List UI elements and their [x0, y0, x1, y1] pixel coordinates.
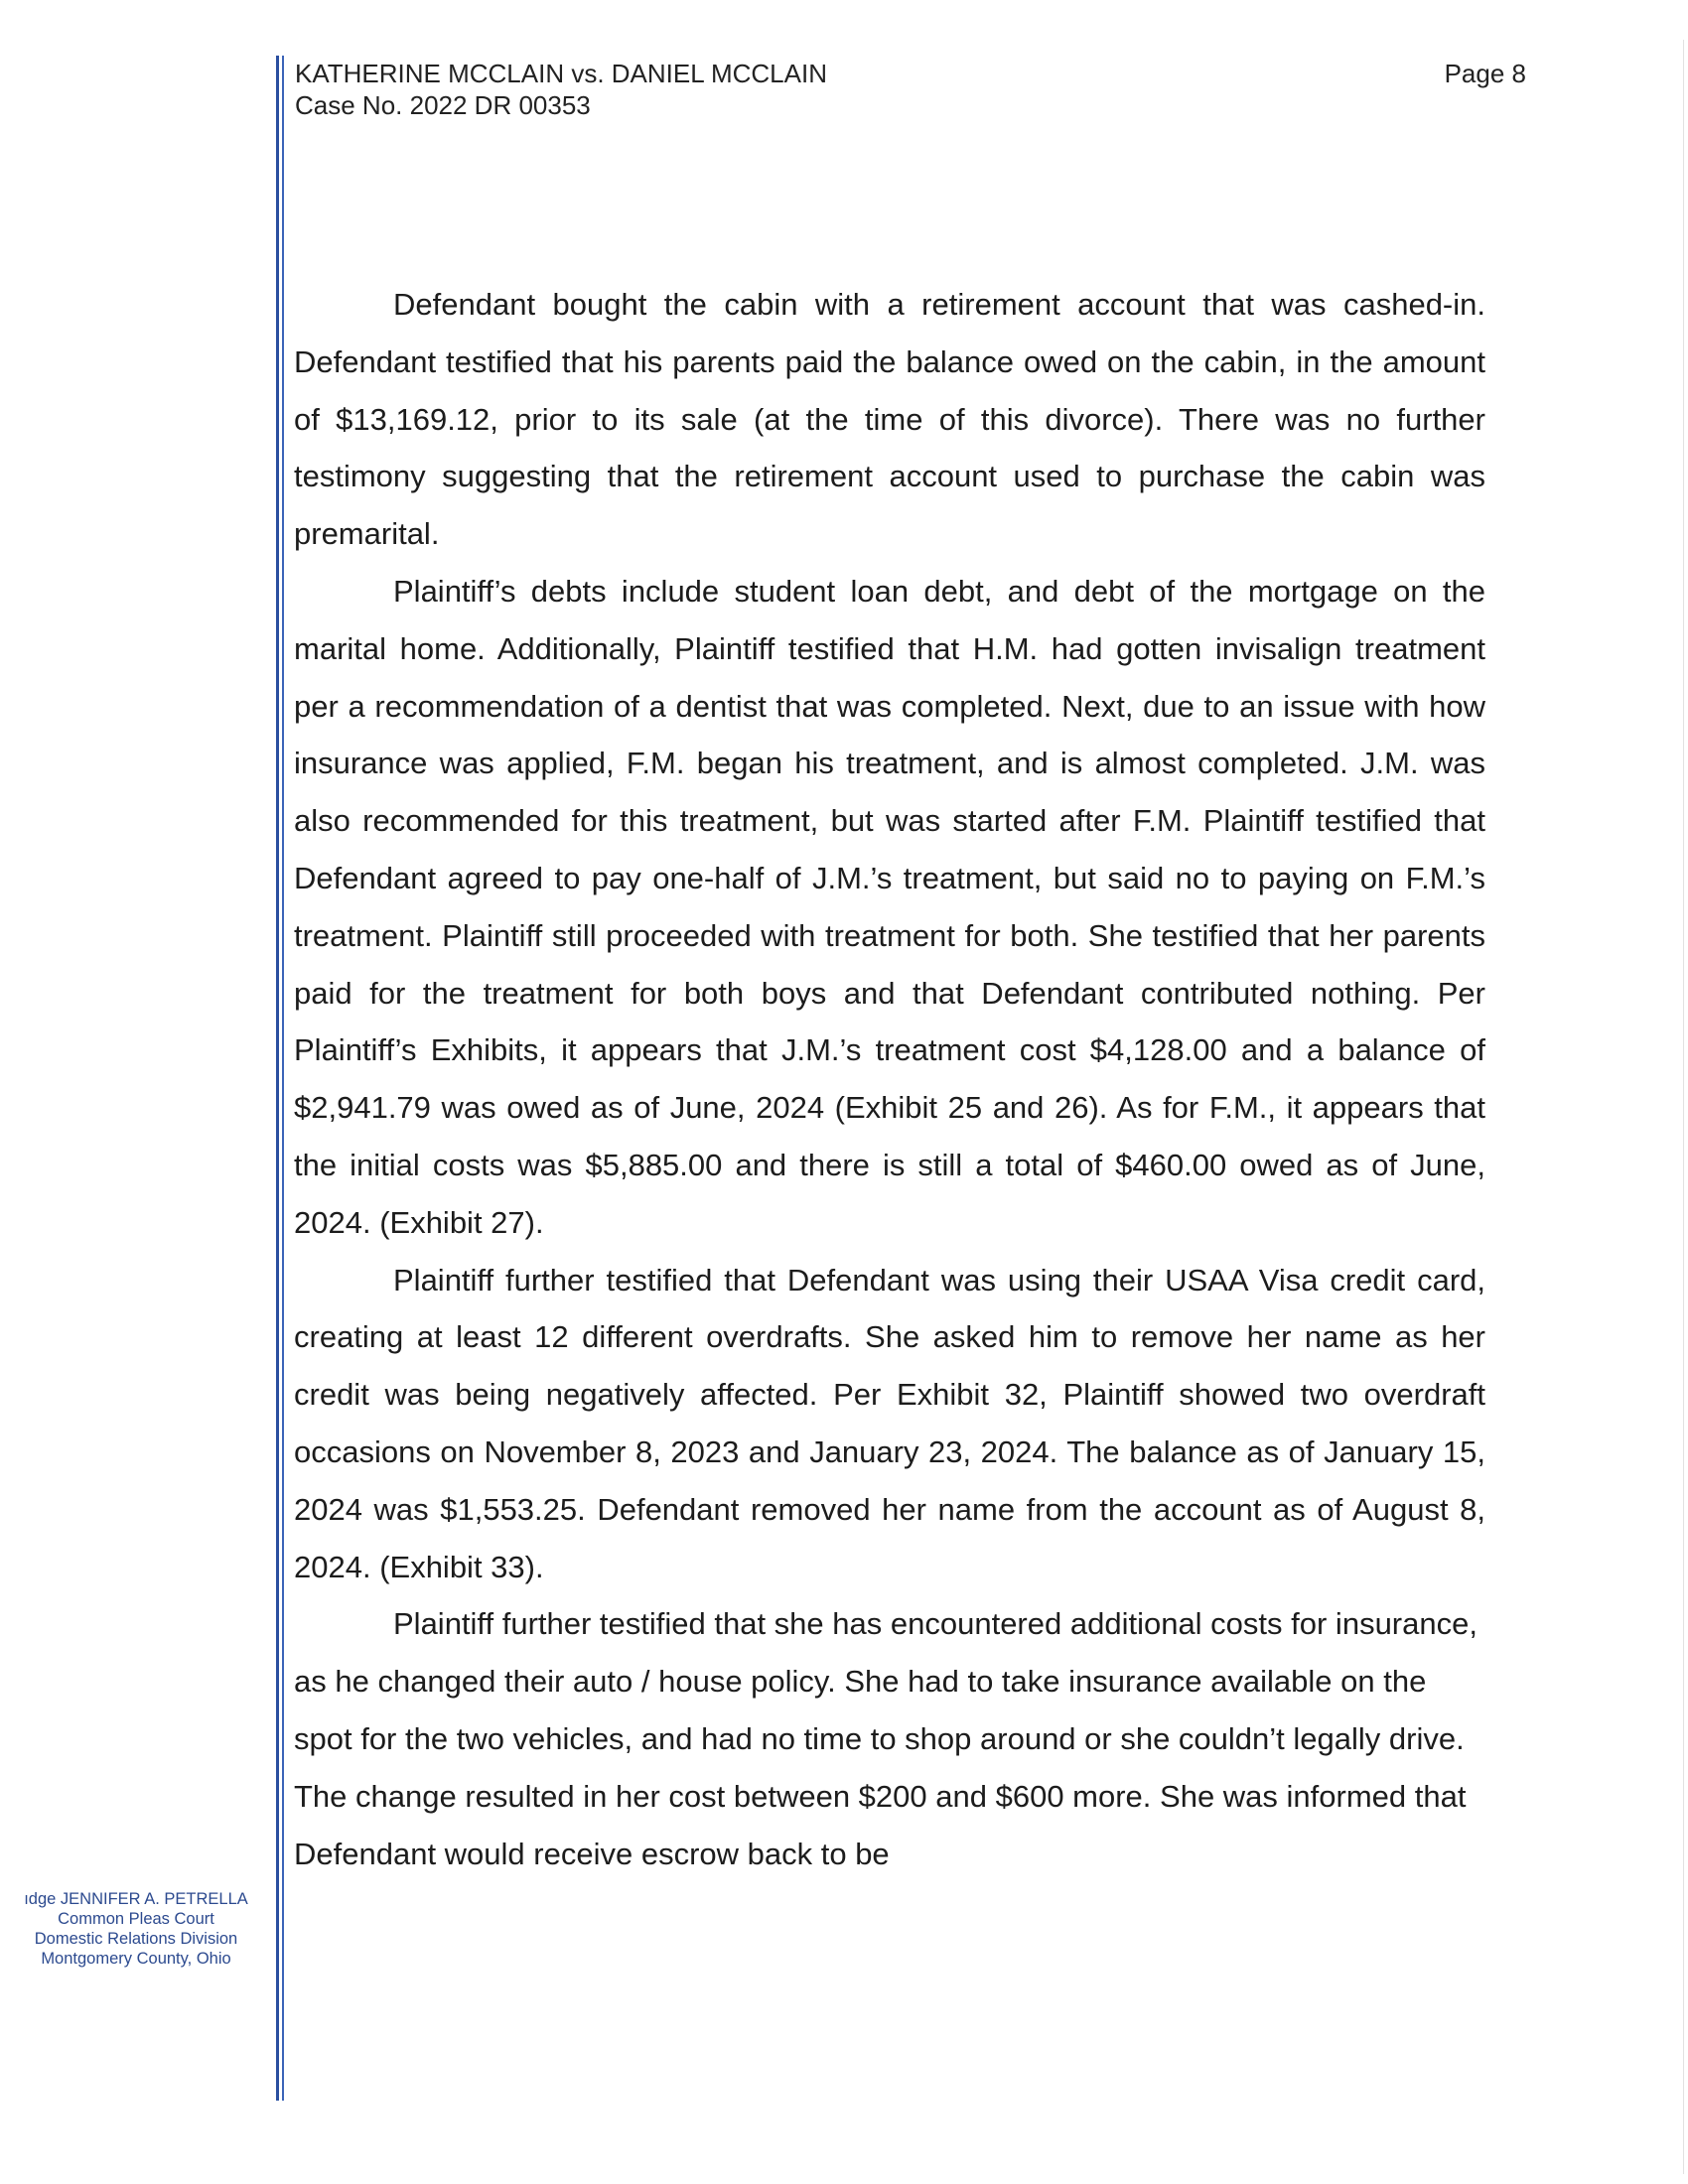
seal-division: Domestic Relations Division	[34, 1930, 238, 1948]
seal-county: Montgomery County, Ohio	[41, 1950, 231, 1968]
body-text	[294, 276, 1485, 1882]
judge-seal	[12, 1889, 260, 1969]
margin-rule-inner	[282, 56, 284, 2101]
case-title: KATHERINE MCCLAIN vs. DANIEL MCCLAIN	[295, 59, 827, 88]
margin-rule	[276, 56, 279, 2101]
page-number: Page 8	[1444, 59, 1526, 88]
paragraph-insurance: Plaintiff further testified that she has encountered additional costs for insurance, as he changed their auto / house policy. She had to take insurance available on the spot for the two vehicles, and had no time to shop around or she couldn’t legally drive. The change resulted in her cost between $200 and $600 more. She was informed that Defendant would receive escrow back to be	[294, 1606, 1477, 1871]
page-header	[295, 58, 1526, 121]
paragraph-plaintiff-debts: Plaintiff’s debts include student loan debt, and debt of the mortgage on the marital home. Additionally, Plaintiff testified that H.M. had gotten invisalign treatment per a recommendation of a dentist that was completed. Next, due to an issue with how insurance was applied, F.M. began his treatment, and is almost completed. J.M. was also recommended for this treatment, but was started after F.M. Plaintiff testified that Defendant agreed to pay one-half of J.M.’s treatment, but said no to paying on F.M.’s treatment. Plaintiff still proceeded with treatment for both. She testified that her parents paid for the treatment for both boys and that Defendant contributed nothing. Per Plaintiff’s Exhibits, it appears that J.M.’s treatment cost $4,128.00 and a balance of $2,941.79 was owed as of June, 2024 (Exhibit 25 and 26). As for F.M., it appears that the initial costs was $5,885.00 and there is still a total of $460.00 owed as of June, 2024. (Exhibit 27).	[294, 573, 1485, 1240]
paragraph-cabin: Defendant bought the cabin with a retirement account that was cashed-in. Defendant testified that his parents paid the balance owed on the cabin, in the amount of $13,169.12, prior to its sale (at the time of this divorce). There was no further testimony suggesting that the retirement account used to purchase the cabin was premarital.	[294, 287, 1485, 552]
paragraph-credit-card: Plaintiff further testified that Defendant was using their USAA Visa credit card, creating at least 12 different overdrafts. She asked him to remove her name as her credit was being negatively affected. Per Exhibit 32, Plaintiff showed two overdraft occasions on November 8, 2023 and January 23, 2024. The balance as of January 15, 2024 was $1,553.25. Defendant removed her name from the account as of August 8, 2024. (Exhibit 33).	[294, 1262, 1485, 1584]
seal-judge-name: ıdge JENNIFER A. PETRELLA	[24, 1890, 248, 1908]
case-number: Case No. 2022 DR 00353	[295, 90, 591, 120]
page-edge	[1683, 40, 1684, 2174]
seal-court: Common Pleas Court	[58, 1910, 214, 1928]
